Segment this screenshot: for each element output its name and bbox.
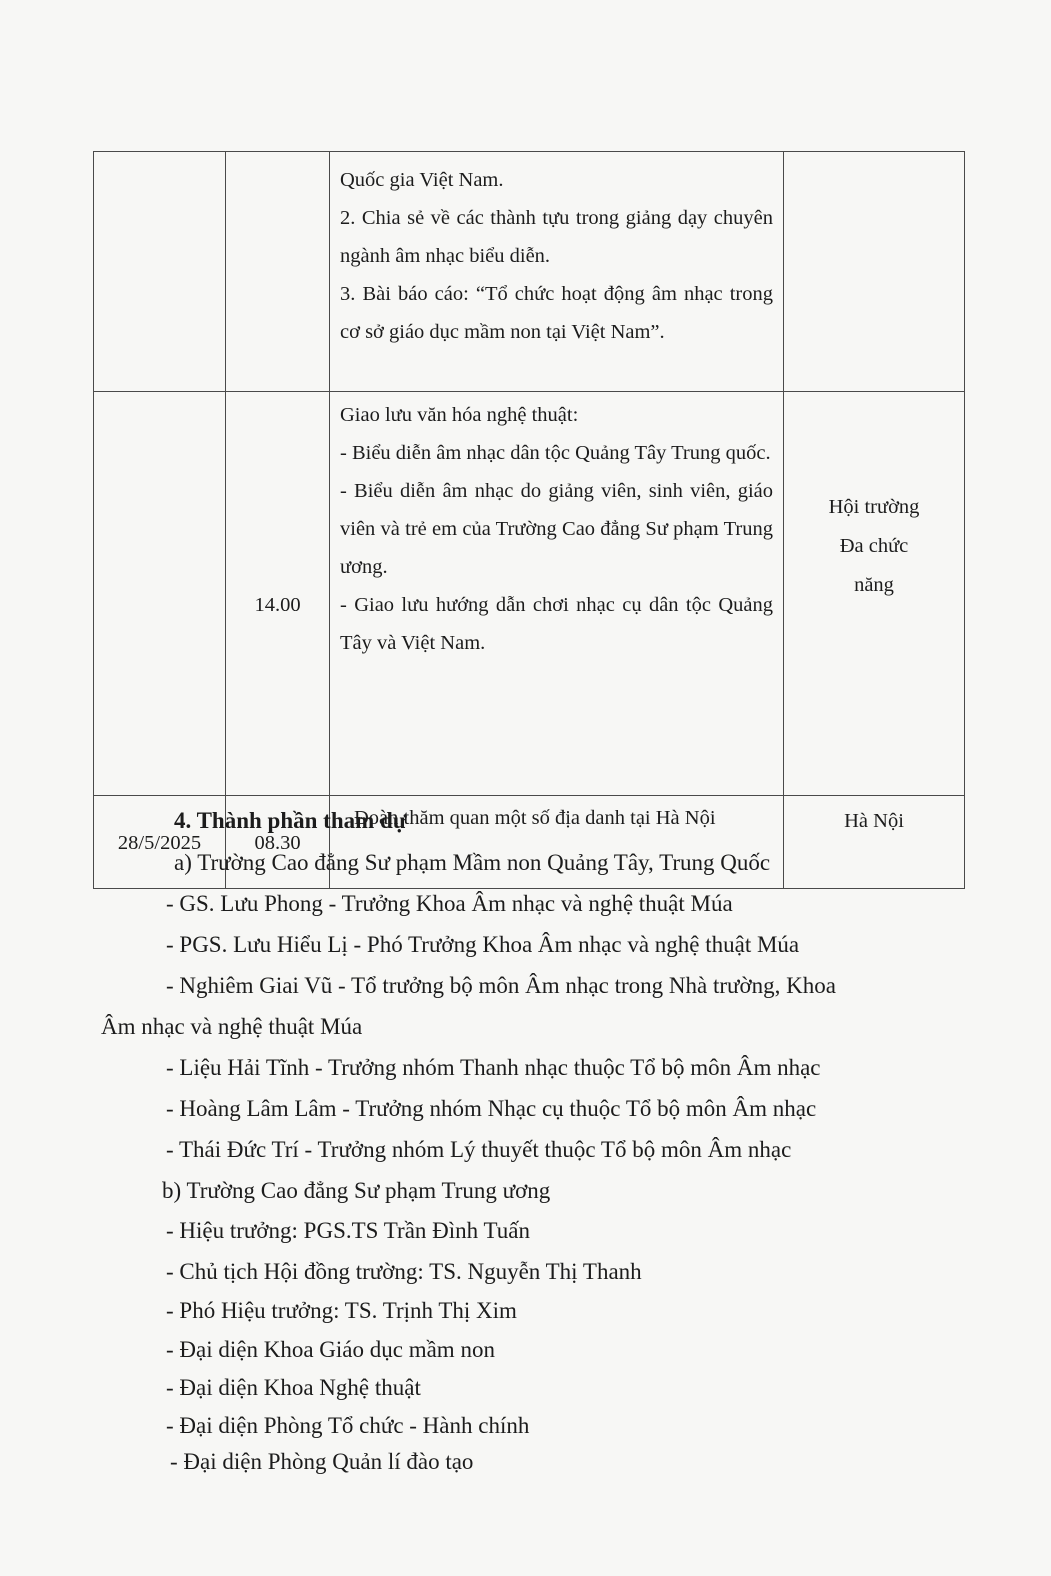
date-cell xyxy=(94,392,226,796)
list-item: - Chủ tịch Hội đồng trường: TS. Nguyễn Thị Thanh xyxy=(166,1259,642,1284)
section-heading: 4. Thành phần tham dự xyxy=(174,808,407,833)
content-cell xyxy=(330,392,784,796)
content-line: 2. Chia sẻ về các thành tựu trong giảng dạy chuyên ngành âm nhạc biểu diễn. xyxy=(340,207,773,267)
list-item: - Thái Đức Trí - Trưởng nhóm Lý thuyết thuộc Tổ bộ môn Âm nhạc xyxy=(166,1137,792,1162)
list-item: - Liệu Hải Tĩnh - Trưởng nhóm Thanh nhạc thuộc Tổ bộ môn Âm nhạc xyxy=(166,1055,821,1080)
list-item: - Nghiêm Giai Vũ - Tổ trưởng bộ môn Âm nhạc trong Nhà trường, Khoa xyxy=(166,973,836,998)
content-line: - Biểu diễn âm nhạc dân tộc Quảng Tây Trung quốc. xyxy=(340,442,771,464)
table-row xyxy=(94,152,965,392)
list-item: - Đại diện Phòng Quản lí đào tạo xyxy=(170,1449,474,1474)
time-cell xyxy=(226,152,330,392)
time-cell: 14.00 xyxy=(226,392,330,796)
list-item: - PGS. Lưu Hiểu Lị - Phó Trưởng Khoa Âm nhạc và nghệ thuật Múa xyxy=(166,932,800,957)
list-item: - Đại diện Khoa Giáo dục mầm non xyxy=(166,1337,495,1362)
place-cell xyxy=(784,392,965,796)
list-item: - Phó Hiệu trưởng: TS. Trịnh Thị Xim xyxy=(166,1298,517,1323)
schedule-table xyxy=(93,151,965,889)
time-cell: 08.30 xyxy=(226,796,330,889)
content-line: - Biểu diễn âm nhạc do giảng viên, sinh viên, giáo viên và trẻ em của Trường Cao đẳng Sư phạm Trung ương. xyxy=(340,480,773,578)
content-line: Đoàn thăm quan một số địa danh tại Hà Nội xyxy=(354,807,716,829)
group-a-title: a) Trường Cao đẳng Sư phạm Mầm non Quảng Tây, Trung Quốc xyxy=(174,850,771,875)
place-cell: Hà Nội xyxy=(784,796,965,889)
place-text: Hội trường Đa chức năng xyxy=(828,496,920,596)
list-item: - Hiệu trưởng: PGS.TS Trần Đình Tuấn xyxy=(166,1218,530,1243)
group-b-title: b) Trường Cao đẳng Sư phạm Trung ương xyxy=(162,1178,551,1203)
table-row xyxy=(94,392,965,796)
content-line: 3. Bài báo cáo: “Tổ chức hoạt động âm nhạc trong cơ sở giáo dục mầm non tại Việt Nam”. xyxy=(340,283,773,343)
list-item: - GS. Lưu Phong - Trưởng Khoa Âm nhạc và nghệ thuật Múa xyxy=(166,891,733,916)
date-cell: 28/5/2025 xyxy=(94,796,226,889)
content-line: - Giao lưu hướng dẫn chơi nhạc cụ dân tộc Quảng Tây và Việt Nam. xyxy=(340,594,773,654)
list-item: - Đại diện Khoa Nghệ thuật xyxy=(166,1375,421,1400)
content-line: Giao lưu văn hóa nghệ thuật: xyxy=(340,404,579,426)
list-item: - Đại diện Phòng Tổ chức - Hành chính xyxy=(166,1413,530,1438)
date-cell xyxy=(94,152,226,392)
content-cell xyxy=(330,152,784,392)
list-item-continuation: Âm nhạc và nghệ thuật Múa xyxy=(101,1014,363,1039)
content-line: Quốc gia Việt Nam. xyxy=(340,169,504,191)
place-cell xyxy=(784,152,965,392)
list-item: - Hoàng Lâm Lâm - Trưởng nhóm Nhạc cụ thuộc Tổ bộ môn Âm nhạc xyxy=(166,1096,817,1121)
